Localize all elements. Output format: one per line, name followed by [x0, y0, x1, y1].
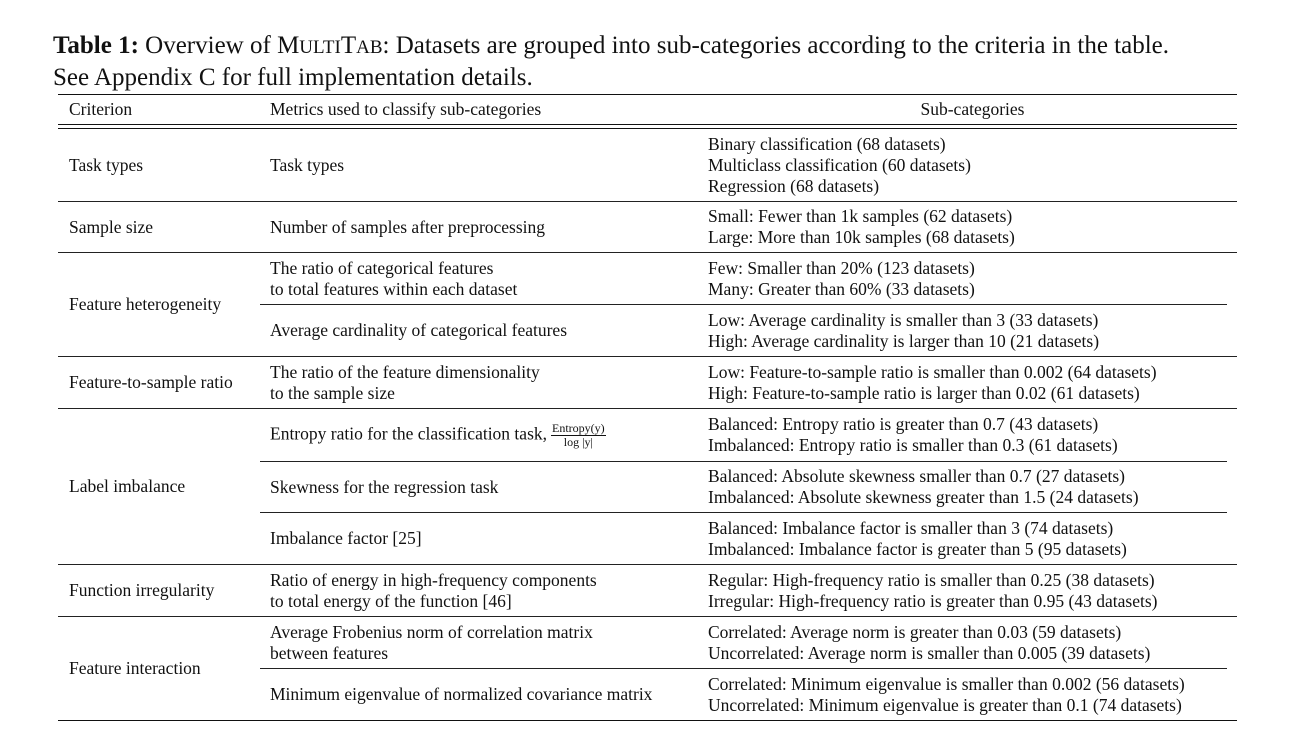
metric-cell: [260, 409, 698, 461]
metric-cell: [260, 253, 698, 304]
metric-line: [270, 422, 606, 449]
subcategory-cell: [698, 357, 1237, 408]
metric-cell: [260, 565, 698, 616]
table-body: [58, 129, 1237, 720]
subcategory-cell: [698, 617, 1237, 668]
metric-cell: [260, 129, 698, 201]
subcategory-line: High: Feature-to-sample ratio is larger than 0.02 (61 datasets): [708, 382, 1140, 403]
subcategory-cell: [698, 513, 1237, 564]
metric-line: to the sample size: [270, 382, 395, 403]
subcategory-line: Balanced: Absolute skewness smaller than 0.7 (27 datasets): [708, 466, 1125, 486]
subcategory-line: Low: Feature-to-sample ratio is smaller than 0.002 (64 datasets): [708, 361, 1157, 382]
metric-line: The ratio of the feature dimensionality: [270, 361, 540, 382]
table-caption: [53, 31, 1263, 93]
metric-line: Minimum eigenvalue of normalized covariance matrix: [270, 684, 653, 704]
subcategory-line: Uncorrelated: Average norm is smaller than 0.005 (39 datasets): [708, 642, 1151, 663]
criterion-cell: Label imbalance: [69, 476, 186, 496]
subcategory-line: Large: More than 10k samples (68 datasets): [708, 227, 1015, 247]
criterion-cell: Feature-to-sample ratio: [69, 372, 233, 392]
fraction-numerator: Entropy(y): [552, 420, 605, 435]
subcategory-line: High: Average cardinality is larger than 10 (21 datasets): [708, 330, 1100, 351]
metric-line: Task types: [270, 154, 345, 175]
header-subcategories: Sub-categories: [920, 99, 1025, 119]
subcategory-line: Binary classification (68 datasets): [708, 133, 946, 154]
subcategory-line: Correlated: Average norm is greater than 0.03 (59 datasets): [708, 621, 1122, 642]
table-header-row: [58, 95, 1237, 124]
table-row: [260, 253, 1237, 304]
table-row: [260, 409, 1237, 461]
metric-line: Average Frobenius norm of correlation matrix: [270, 621, 593, 642]
subcategory-line: Uncorrelated: Minimum eigenvalue is greater than 0.1 (74 datasets): [708, 694, 1182, 715]
table-group: [58, 202, 1237, 252]
subcategory-line: Small: Fewer than 1k samples (62 datasets): [708, 206, 1013, 226]
metric-cell: [260, 357, 698, 408]
table-row: [260, 129, 1237, 201]
subcategory-line: Imbalanced: Absolute skewness greater than 1.5 (24 datasets): [708, 487, 1139, 507]
table-row: [260, 565, 1237, 616]
header-criterion: Criterion: [69, 99, 133, 119]
subcategory-line: Imbalanced: Imbalance factor is greater than 5 (95 datasets): [708, 538, 1127, 559]
table-group: [58, 357, 1237, 408]
subcategory-line: Multiclass classification (60 datasets): [708, 154, 971, 175]
table-row: [260, 357, 1237, 408]
metric-line: between features: [270, 642, 389, 663]
criterion-cell: Feature heterogeneity: [69, 294, 222, 314]
caption-pre: Overview of: [138, 32, 278, 59]
table-row: [260, 462, 1237, 512]
table-group: [58, 409, 1237, 564]
subcategory-cell: [698, 409, 1237, 461]
table-group: [58, 617, 1237, 720]
entropy-fraction: [551, 422, 606, 449]
bottom-rule: [58, 720, 1237, 721]
metric-line: Skewness for the regression task: [270, 476, 499, 497]
metric-text: Entropy ratio for the classification task,: [270, 423, 548, 444]
caption-post: : Datasets are grouped into sub-categories according to the criteria in the table.: [382, 32, 1170, 59]
subcategory-line: Low: Average cardinality is smaller than 3 (33 datasets): [708, 309, 1099, 330]
subcategory-line: Regular: High-frequency ratio is smaller than 0.25 (38 datasets): [708, 569, 1155, 590]
table-row: [260, 513, 1237, 564]
table-row: [260, 305, 1237, 356]
metric-line: Ratio of energy in high-frequency components: [270, 569, 597, 590]
criterion-cell: Feature interaction: [69, 658, 201, 678]
subcategory-line: Few: Smaller than 20% (123 datasets): [708, 257, 975, 278]
table-row: [260, 202, 1237, 252]
subcategory-cell: [698, 253, 1237, 304]
caption-name-t: T: [340, 32, 357, 59]
subcategory-line: Regression (68 datasets): [708, 175, 880, 196]
metric-line: Average cardinality of categorical features: [270, 320, 568, 340]
table-row: [260, 617, 1237, 668]
table-group: [58, 253, 1237, 356]
metric-cell: [260, 513, 698, 564]
metric-cell: [260, 202, 698, 252]
table-row: [260, 669, 1237, 720]
metric-line: to total energy of the function [46]: [270, 590, 512, 611]
subcategory-line: Balanced: Imbalance factor is smaller than 3 (74 datasets): [708, 517, 1114, 538]
criterion-cell: Sample size: [69, 216, 154, 237]
subcategory-line: Many: Greater than 60% (33 datasets): [708, 278, 975, 299]
metric-line: to total features within each dataset: [270, 278, 518, 299]
fraction-denominator: log |y|: [563, 434, 593, 449]
subcategory-line: Irregular: High-frequency ratio is greater than 0.95 (43 datasets): [708, 590, 1158, 611]
caption-name-m: M: [277, 32, 300, 59]
criterion-cell: Function irregularity: [69, 580, 215, 600]
metric-cell: [260, 617, 698, 668]
metric-line: The ratio of categorical features: [270, 257, 494, 278]
table-group: [58, 129, 1237, 201]
metric-cell: [260, 669, 698, 720]
subcategory-cell: [698, 462, 1237, 512]
metric-cell: [260, 305, 698, 356]
subcategory-cell: [698, 669, 1237, 720]
header-metrics: Metrics used to classify sub-categories: [270, 99, 542, 119]
subcategory-line: Correlated: Minimum eigenvalue is smaller than 0.002 (56 datasets): [708, 673, 1185, 694]
subcategory-line: Balanced: Entropy ratio is greater than 0.7 (43 datasets): [708, 414, 1099, 434]
metric-line: Number of samples after preprocessing: [270, 216, 546, 237]
table-group: [58, 565, 1237, 616]
subcategory-cell: [698, 305, 1237, 356]
data-table: [58, 94, 1237, 721]
caption-line2: See Appendix C for full implementation details.: [53, 64, 533, 91]
criterion-cell: Task types: [69, 154, 144, 175]
subcategory-cell: [698, 202, 1237, 252]
subcategory-cell: [698, 565, 1237, 616]
subcategory-cell: [698, 129, 1237, 201]
caption-name-ab: AB: [356, 37, 383, 58]
metric-cell: [260, 462, 698, 512]
subcategory-line: Imbalanced: Entropy ratio is smaller than 0.3 (61 datasets): [708, 435, 1118, 455]
caption-name-ulti: ULTI: [299, 37, 341, 58]
caption-label: Table 1:: [53, 32, 139, 59]
metric-line: Imbalance factor [25]: [270, 528, 422, 548]
